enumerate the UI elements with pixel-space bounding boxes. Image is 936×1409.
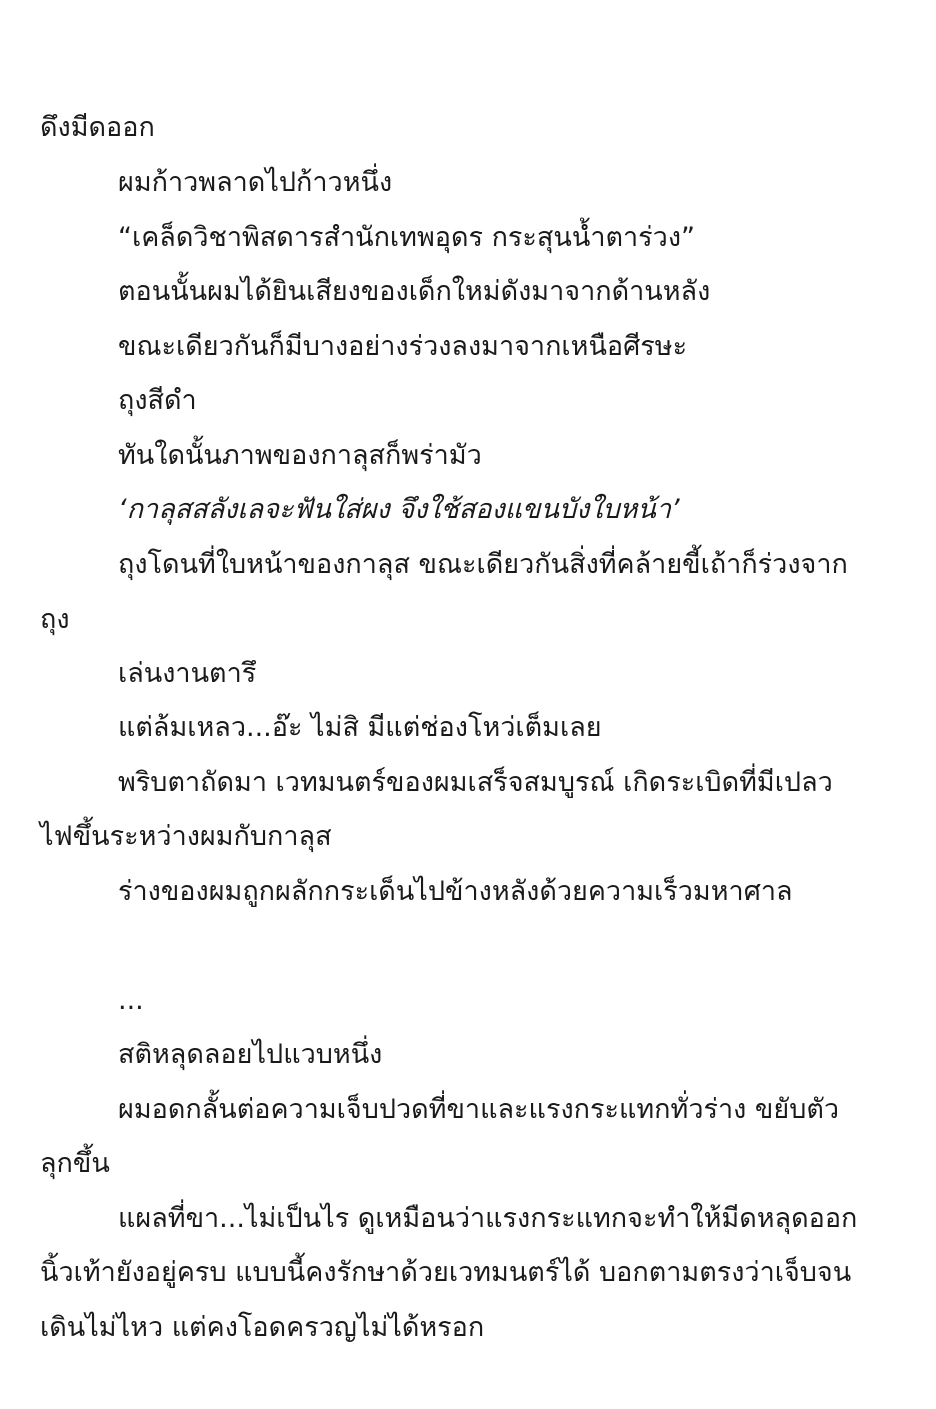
text-line: ดึงมีดออก: [40, 112, 155, 143]
text-line: ร่างของผมถูกผลักกระเด็นไปข้างหลังด้วยความเร็วมหาศาล: [118, 876, 793, 907]
text-line: เล่นงานตารึ: [118, 658, 257, 689]
text-line: ผมอดกลั้นต่อความเจ็บปวดที่ขาและแรงกระแทกทั่วร่าง ขยับตัว: [118, 1094, 840, 1125]
italic-text-line: ‘กาลุสสลังเลจะฟันใส่ผง จึงใช้สองแขนบังใบหน้า’: [118, 494, 680, 525]
text-line: ถุงสีดำ: [118, 385, 197, 416]
text-line: ขณะเดียวกันก็มีบางอย่างร่วงลงมาจากเหนือศีรษะ: [118, 331, 688, 362]
text-line: ตอนนั้นผมได้ยินเสียงของเด็กใหม่ดังมาจากด้านหลัง: [118, 276, 711, 307]
text-line: เดินไม่ไหว แต่คงโอดครวญไม่ได้หรอก: [40, 1312, 485, 1343]
scene-break: ...: [118, 985, 144, 1016]
text-line: แผลที่ขา...ไม่เป็นไร ดูเหมือนว่าแรงกระแทกจะทำให้มีดหลุดออก: [118, 1203, 858, 1234]
text-line: ลุกขึ้น: [40, 1148, 110, 1179]
text-line: ทันใดนั้นภาพของกาลุสก็พร่ามัว: [118, 440, 482, 471]
text-line: ผมก้าวพลาดไปก้าวหนึ่ง: [118, 167, 393, 198]
text-line: “เคล็ดวิชาพิสดารสำนักเทพอุดร กระสุนน้ำตาร่วง”: [118, 222, 696, 253]
text-line: ถุงโดนที่ใบหน้าของกาลุส ขณะเดียวกันสิ่งที่คล้ายขี้เถ้าก็ร่วงจาก: [118, 549, 848, 580]
text-line: ไฟขึ้นระหว่างผมกับกาลุส: [40, 821, 332, 852]
text-line: ถุง: [40, 604, 70, 635]
text-line: สติหลุดลอยไปแวบหนึ่ง: [118, 1039, 383, 1070]
text-line: พริบตาถัดมา เวทมนตร์ของผมเสร็จสมบูรณ์ เกิดระเบิดที่มีเปลว: [118, 767, 833, 798]
text-line: แต่ล้มเหลว...อ๊ะ ไม่สิ มีแต่ช่องโหว่เต็มเลย: [118, 712, 602, 743]
text-line: นิ้วเท้ายังอยู่ครบ แบบนี้คงรักษาด้วยเวทมนตร์ได้ บอกตามตรงว่าเจ็บจน: [40, 1257, 852, 1288]
